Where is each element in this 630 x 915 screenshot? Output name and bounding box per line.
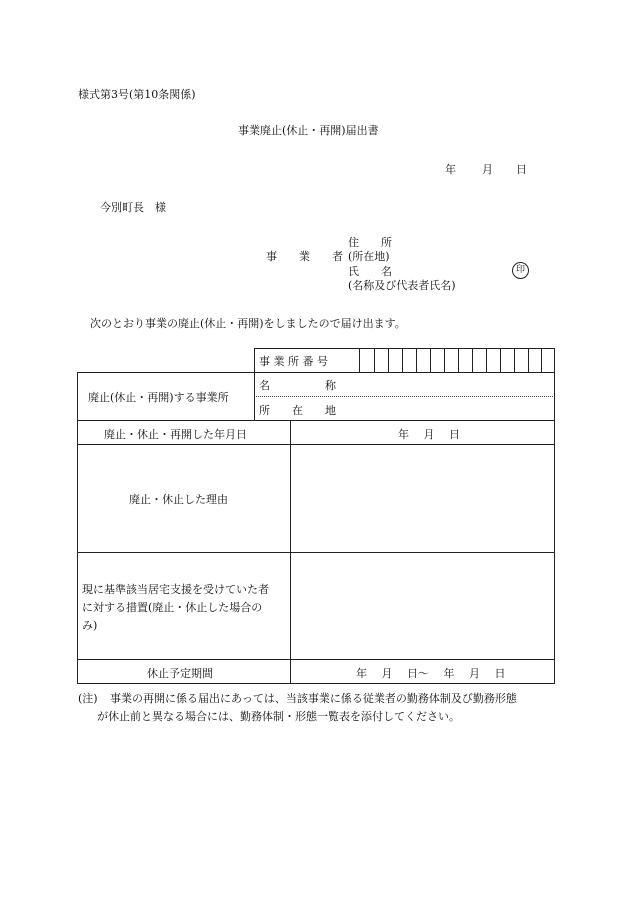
name-sublabel: (名称及び代表者氏名) — [348, 279, 456, 292]
addressee: 今別町長 様 — [100, 201, 166, 214]
document-title: 事業廃止(休止・再開)届出書 — [238, 124, 379, 137]
date-month: 月 — [482, 163, 493, 176]
note-prefix: (注) — [78, 692, 98, 705]
note-line-1: 事業の再開に係る届出にあっては、当該事業に係る従業者の勤務体制及び勤務形態 — [110, 692, 517, 705]
address-sublabel: (所在地) — [348, 250, 390, 263]
measures-label-line3: み) — [82, 619, 98, 632]
date-row-label: 廃止・休止・再開した年月日 — [104, 428, 247, 441]
reason-label: 廃止・休止した理由 — [129, 493, 228, 506]
date-year: 年 — [445, 163, 456, 176]
measures-label-line1: 現に基準該当居宅支援を受けていた者 — [82, 583, 269, 596]
form-number: 様式第3号(第10条関係) — [78, 88, 196, 101]
date-day: 日 — [516, 163, 527, 176]
seal-mark: 印 — [512, 262, 529, 279]
office-name-label: 名 称 — [259, 379, 336, 392]
submitter-label: 事 業 者 — [266, 250, 343, 263]
name-label: 氏 名 — [348, 265, 392, 278]
office-number-label: 事 業 所 番 号 — [259, 355, 328, 368]
intro-text: 次のとおり事業の廃止(休止・再開)をしましたので届け出ます。 — [90, 317, 406, 330]
measures-label-line2: に対する措置(廃止・休止した場合の — [82, 601, 263, 614]
period-label: 休止予定期間 — [147, 667, 213, 680]
target-office-label: 廃止(休止・再開)する事業所 — [88, 391, 229, 404]
address-label: 住 所 — [348, 236, 392, 249]
office-location-label: 所 在 地 — [259, 404, 336, 417]
note-line-2: が休止前と異なる場合には、勤務体制・形態一覧表を添付してください。 — [97, 710, 460, 723]
date-row-value: 年 月 日 — [398, 428, 460, 441]
period-value: 年 月 日～ 年 月 日 — [356, 667, 506, 680]
